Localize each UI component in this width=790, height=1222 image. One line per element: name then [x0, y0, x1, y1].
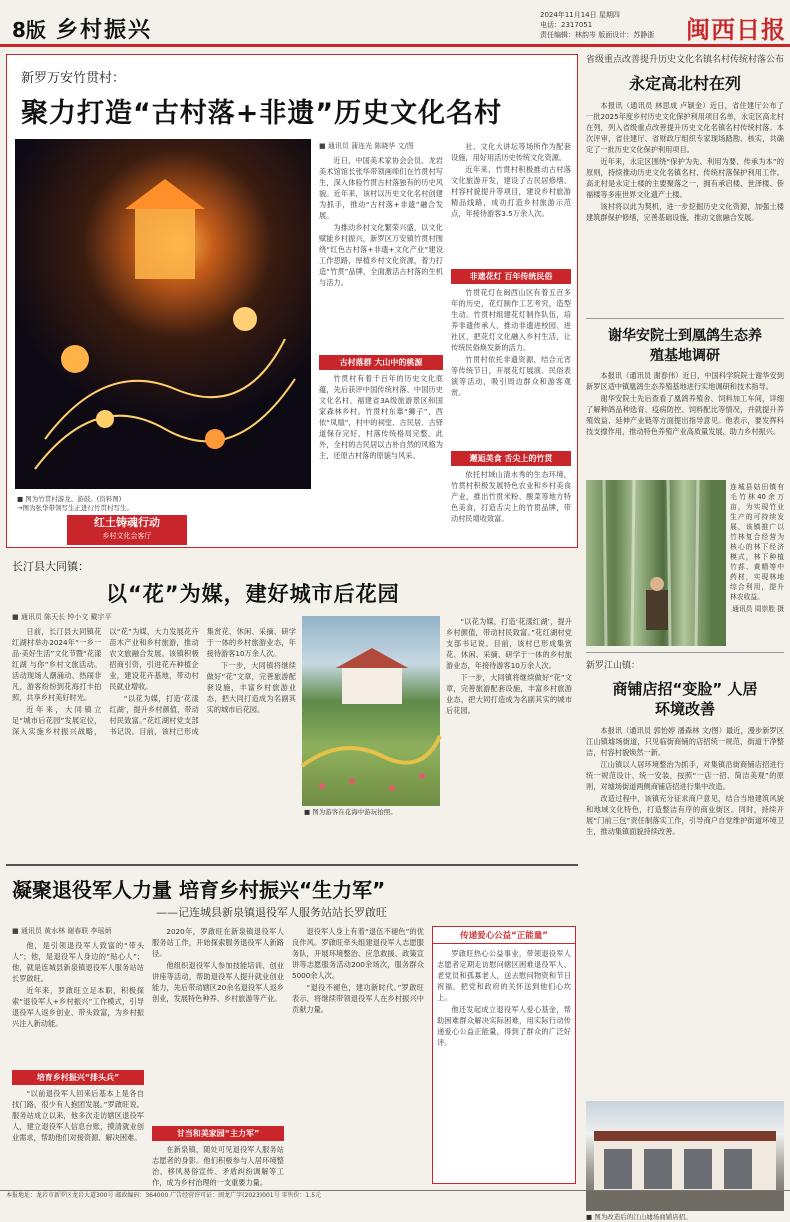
right1-body: 本报讯（通讯员 林思成 卢颖金）近日，省住建厅公布了一批2025年度乡村历史文化保护利用项目名单，永定区高北村在列，列入省级重点改善提升历史文化名镇名村传统村落。本次评审，省住建厅、省财政厅组织专家现场踏勘、核实，共确定了一批历史文化保护利用项目。 近年来，永定区围绕“保护为先、利用为要、传承为本”的原则，持续推动历史文化名镇名村、传统村落保护利用工作。高北村是永定土楼的主要聚落之一，拥有承启楼、世泽楼、侨福楼等多座世界文化遗产土楼。 该村将以此为契机，进一步挖掘历史文化资源，加强土楼建筑群保护修缮，完善基础设施，推动文旅融合发展。: [586, 101, 784, 222]
bottom-col1b: “以前退役军人回来后基本上是各自找门路，很少有人抱团发展。”罗啟旺说。服务站成立以来，他多次走访辖区退役军人，建立退役军人信息台账，摸清就业创业需求，帮助他们对接资源、解决困难。: [12, 1089, 144, 1142]
footer: [0, 1190, 790, 1200]
masthead: [0, 0, 790, 44]
bamboo-illustration: [586, 480, 726, 646]
right-story-3: [586, 658, 784, 1221]
issue-phone: 电话：2317051: [540, 21, 593, 29]
bottom-col1: 他，是引领退役军人致富的“带头人”；他，是退役军人身边的“贴心人”；他，就是连城县新泉镇退役军人服务站站长罗啟旺。 近年来，罗啟旺立足本职，积极探索“退役军人+乡村振兴”工作模式，引导退役军人返乡创业、带头致富，为乡村振兴注入新动能。: [12, 941, 144, 1028]
bottom-col2b: 在新泉镇，随处可见退役军人服务站志愿者的身影。他们积极参与人居环境整治、移风易俗宣传、矛盾纠纷调解等工作，成为乡村治理的一支重要力量。: [152, 1145, 284, 1187]
lead-headline: 聚力打造“古村落+非遗”历史文化名村: [21, 98, 503, 129]
lead-photo-caption: ■ 图为竹贯村游龙、游鼓。(资料图) →图为张华带领写生正进行竹贯村写生。: [17, 495, 133, 512]
culture-banner: [67, 515, 187, 545]
mid-byline: ■ 通讯员 陈天长 钟小文 戴宇平: [12, 613, 112, 621]
lead-col2b: 竹贯花灯在闽西山区有着五百多年的历史，花灯制作工艺考究，造型生动。竹贯村组建花灯制作队伍，培养非遗传承人，推动非遗进校园、进社区，把花灯文化融入乡村生活，让传统民俗焕发新的活力。 竹贯村依托非遗资源，结合元宵等传统节日，开展花灯展演、民俗表演等活动，吸引周边群众和游客观赏。: [451, 288, 571, 397]
lead-col2: 社、文化大讲坛等场所作为配套设施，用好用活历史传统文化资源。 近年来，竹贯村积极推动古村落文化旅游开发，建设了古民居修缮、村容村貌提升等项目，建设乡村旅游精品线路，成功打造乡村旅游示范点，年接待游客3.5万余人次。: [451, 142, 571, 218]
banner-title: 红土铸魂行动: [94, 516, 160, 529]
issue-editors: 责任编辑：林韵岑 版面设计：苏静浙: [540, 31, 655, 39]
right2-headline: 谢华安院士到凰鸽生态养殖基地调研: [608, 328, 762, 364]
right2-body: 本报讯（通讯员 谢春伟）近日，中国科学院院士谢华安到新罗区适中镇凰鸽生态养殖基地进行实地调研和技术指导。 谢华安院士先后查看了凰鸽养殖舍、饲料加工车间，详细了解种鸽品种选育、疫病防控、饲料配比等情况，并就提升养殖效益、延伸产业链等方面提出指导意见。他表示，要发挥科技支撑作用，推动特色养殖产业高质量发展，助力乡村振兴。: [586, 371, 784, 436]
lead-byline: ■ 通讯员 蒲连光 陈晓华 文/图: [319, 142, 414, 150]
bottom-story: [6, 870, 578, 1188]
paper-logo: 闽西日报: [686, 15, 786, 44]
bamboo-caption: 连城县姑田镇有毛竹林40余万亩，为实现竹业生产的可持续发展，该镇推广以竹林复合经营为核心的林下经济模式，林下种植竹荪、黄精等中药材，实现林地综合利用，提升林农收益。 通讯员 周崇胜 摄: [730, 483, 784, 613]
mid-story: [6, 556, 578, 856]
bottom-subtitle: ——记连城县新泉镇退役军人服务站站长罗啟旺: [156, 906, 387, 919]
bottom-col4: 罗啟旺热心公益事业，带领退役军人志愿者定期走访慰问辖区困难退役军人、老党员和孤寡老人，送去慰问物资和节日祝福，把党和政府的关怀送到他们心坎上。 他还发起成立退役军人爱心基金，帮助困难群众解决实际困难，用实际行动传递爱心公益正能量，得到了群众的广泛好评。: [437, 949, 571, 1047]
bottom-col2: 2020年，罗啟旺在新泉镇退役军人服务站工作，开始探索服务退役军人新路径。 他组织退役军人参加技能培训、创业讲座等活动，帮助退役军人提升就业创业能力，先后带动辖区20余名退役军人返乡创业，发展特色种养、乡村旅游等产业。: [152, 927, 284, 1003]
banner-subtitle: 乡村文化会客厅: [102, 532, 152, 540]
bottom-rule: [6, 864, 578, 866]
mid-body-right: “以花为媒，打造‘花漾红湖’，提升乡村颜值，带动村民致富。”花红湖村党支部书记说。目前，该村已形成集赏花、休闲、采摘、研学于一体的乡村旅游业态，年接待游客10万余人次。 下一步，大同镇将继续做好“花”文章，完善旅游配套设施，丰富乡村旅游业态，把大同打造成为名副其实的城市后花园。: [446, 617, 572, 715]
right3-headline: 商铺店招“变脸” 人居环境改善: [612, 680, 758, 718]
lantern-illustration: [15, 139, 311, 489]
footer-text: 本报地址：龙岩市新罗区龙岩大道300号 邮政编码：364000 广告经营许可证：闽龙广字(2023)001号 零售价：1.5元: [6, 1192, 322, 1199]
lead-subhead-2: 非遗花灯 百年传统民俗: [451, 269, 571, 284]
lead-col1b: 竹贯村有着千百年的历史文化底蕴，先后获评中国传统村落、中国历史文化名村、福建省3A级旅游景区和国家森林乡村。竹贯村东靠“狮子”，西依“凤凰”，村中的祠堂、古民居、古驿道保存完好，村落传统格局完整。此外，全村的古民居以古朴自然的风格为主，还原古村落的原貌与风采。: [319, 374, 443, 460]
lead-story: [6, 54, 578, 548]
right3-body: 本报讯（通讯员 郭怡婷 潘森林 文/图）最近，漫步新罗区江山镇墟场街道，只见临街商铺的店招统一规范，街道干净整洁，村容村貌焕然一新。 江山镇以人居环境整治为抓手，对集镇沿街商铺店招进行统一规范设计、统一安装，按照“一店一招、简洁美观”的原则，对墟场街道两侧商铺店招进行集中改造。 改造过程中，该镇充分征求商户意见，结合当地建筑风貌和地域文化特色，打造整洁有序的商业街区。同时，持续开展“门前三包”责任制落实工作，引导商户自觉维护街道环境卫生，推动集镇面貌持续改善。: [586, 726, 784, 836]
lead-col1: 近日，中国美术家协会会员、龙岩美术馆馆长张华带领画师们在竹贯村写生，深入体验竹贯古村落独有的历史风貌。近年来，该村以历史文化名村创建为抓手，推动“古村落+非遗”融合发展。 为推动乡村文化繁荣兴盛，以文化赋能乡村振兴，新罗区万安镇竹贯村围绕“红色古村落+非遗+文化产业”建设工作思路，厚植乡村文化资源，着力打造“竹贯”品牌，全面激活古村落的生机与活力。: [319, 156, 443, 287]
bottom-box-3: 传递爱心公益“正能量”: [433, 927, 575, 944]
flower-park-illustration: [302, 616, 440, 806]
lead-kicker: 新罗万安竹贯村：: [21, 71, 126, 86]
mid-photo: [302, 616, 440, 806]
mid-headline: 以“花”为媒，建好城市后花园: [106, 582, 400, 606]
bamboo-photo: [586, 480, 726, 646]
lead-photo: [15, 139, 311, 489]
right-rule-1: [586, 318, 784, 319]
bottom-box-3-frame: [432, 926, 576, 1184]
right3-kicker: 新罗江山镇：: [586, 661, 641, 671]
masthead-rule: [0, 44, 790, 47]
right3-caption: ■ 图为改造后的江山墟场商铺店招。: [586, 1213, 692, 1221]
right-rule-2: [586, 652, 784, 653]
right1-headline: 永定高北村在列: [628, 74, 741, 93]
mid-caption: ■ 图为游客在花海中游玩拍照。: [304, 808, 397, 816]
section-title: 乡村振兴: [56, 18, 153, 43]
mid-kicker: 长汀县大同镇：: [12, 560, 89, 573]
right-story-2: [586, 326, 784, 474]
mid-body: 日前，长汀县大同镇花红湖村举办2024年“一乡一品·美好生活”文化节暨“花漾红湖 与你”乡村文旅活动。活动现场人潮涌动、热闹非凡，游客纷纷到花海打卡拍照，共享乡村美好时光。 近年来，大同镇立足“城市后花园”发展定位，深入实施乡村振兴战略，以“花”为媒，大力发展花卉苗木产业和乡村旅游，推动农文旅融合发展。该镇积极招商引资，引进花卉种植企业，建设花卉基地，带动村民就业增收。 “以花为媒，打造‘花漾红湖’，提升乡村颜值，带动村民致富。”花红湖村党支部书记说。目前，该村已形成集赏花、休闲、采摘、研学于一体的乡村旅游业态，年接待游客10万余人次。 下一步，大同镇将继续做好“花”文章，完善旅游配套设施，丰富乡村旅游业态，把大同打造成为名副其实的城市后花园。: [12, 627, 296, 736]
bottom-box-1: 培育乡村振兴“排头兵”: [12, 1070, 144, 1085]
right-story-1: [586, 54, 784, 326]
lead-subhead-1: 古村落群 大山中的桃源: [319, 355, 443, 370]
right1-kicker: 省级重点改善提升历史文化名镇名村传统村落公布: [586, 55, 785, 65]
lead-col2c: 依托村域山清水秀的生态环境，竹贯村积极发展特色农业和乡村美食产业，推出竹贯米粉、酸菜等地方特色美食，打造舌尖上的竹贯品牌，带动村民增收致富。: [451, 470, 571, 523]
bottom-col3: 退役军人身上有着“退伍不褪色”的优良作风。罗啟旺牵头组建退役军人志愿服务队，开展环境整治、应急救援、政策宣讲等志愿服务活动200余场次，服务群众5000余人次。 “退役不褪色，建功新时代。”罗啟旺表示，将继续带领退役军人在乡村振兴中贡献力量。: [292, 927, 424, 1014]
issue-date: 2024年11月14日 星期四: [540, 11, 620, 19]
bottom-box-2: 甘当和美家园“主力军”: [152, 1126, 284, 1141]
lead-subhead-3: 邂逅美食 舌尖上的竹贯: [451, 451, 571, 466]
bottom-headline: 凝聚退役军人力量 培育乡村振兴“生力军”: [12, 878, 386, 902]
bottom-byline: ■ 通讯员 黄水林 谢春联 李瑶炳: [12, 927, 112, 935]
page-label: 8版: [12, 18, 46, 42]
